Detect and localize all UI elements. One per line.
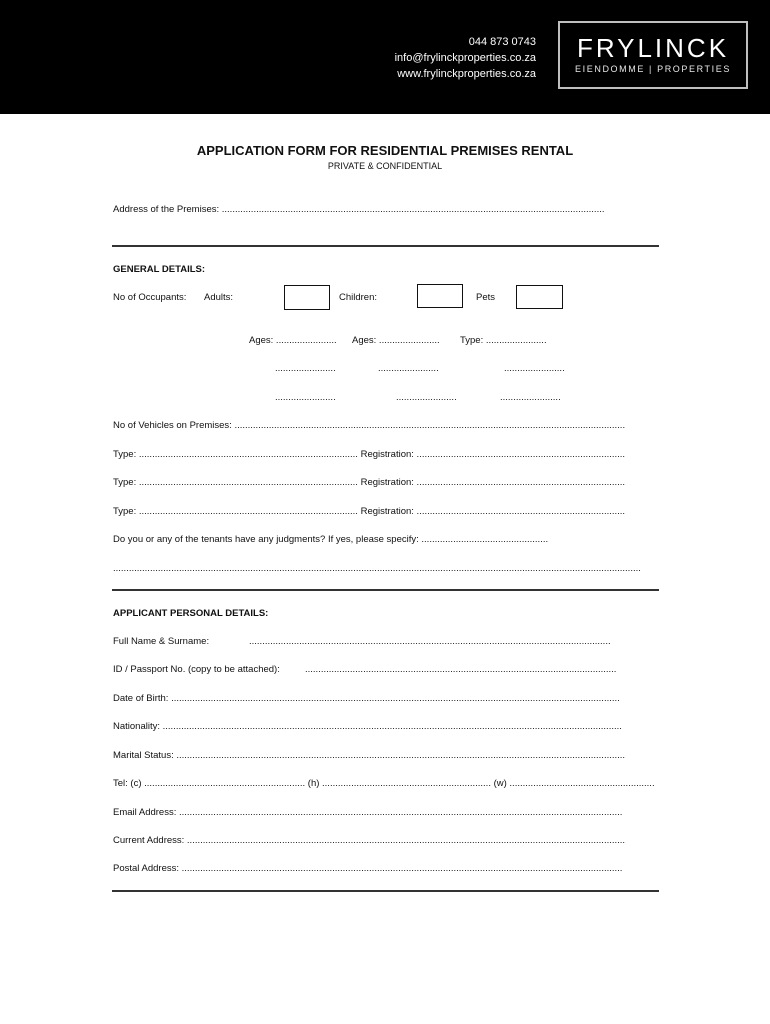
logo-tagline: EIENDOMME | PROPERTIES: [575, 64, 731, 74]
pet-type-extra-field[interactable]: .......................: [500, 392, 561, 403]
vehicle-row[interactable]: Type: ................................................................................... Registration: ...............................................................................: [113, 506, 626, 517]
marital-status-field[interactable]: Marital Status: ..........................................................................................................................................................................: [113, 750, 626, 761]
children-label: Children:: [339, 292, 378, 303]
telephone-field[interactable]: Tel: (c) ............................................................. (h) ................................................................ (w) .......................................................: [113, 778, 655, 789]
children-ages-extra-field[interactable]: .......................: [378, 363, 439, 374]
applicant-details-heading: APPLICANT PERSONAL DETAILS:: [113, 608, 269, 619]
postal-address-field[interactable]: Postal Address: .......................................................................................................................................................................: [113, 863, 623, 874]
form-title: APPLICATION FORM FOR RESIDENTIAL PREMISES RENTAL: [196, 143, 574, 158]
children-input-box[interactable]: [417, 284, 463, 308]
vehicle-row[interactable]: Type: ................................................................................... Registration: ...............................................................................: [113, 449, 626, 460]
judgments-field[interactable]: Do you or any of the tenants have any judgments? If yes, please specify: ................................................: [113, 534, 549, 545]
header-bar: [0, 0, 770, 114]
adults-label: Adults:: [204, 292, 234, 303]
form-subtitle: PRIVATE & CONFIDENTIAL: [327, 161, 443, 171]
adult-ages-extra-field[interactable]: .......................: [275, 392, 336, 403]
premises-address-field[interactable]: Address of the Premises: .................................................................................................................................................: [113, 204, 605, 215]
children-ages-field[interactable]: Ages: .......................: [352, 335, 440, 346]
adult-ages-field[interactable]: Ages: .......................: [249, 335, 337, 346]
logo-name: FRYLINCK: [576, 33, 730, 63]
occupants-label: No of Occupants:: [113, 292, 187, 303]
date-of-birth-field[interactable]: Date of Birth: ..........................................................................................................................................................................: [113, 693, 620, 704]
company-logo: [558, 21, 748, 89]
website-link[interactable]: www.frylinckproperties.co.za: [397, 68, 536, 80]
section-divider: [112, 245, 659, 247]
adult-ages-extra-field[interactable]: .......................: [275, 363, 336, 374]
section-divider: [112, 890, 659, 892]
pets-label: Pets: [476, 292, 496, 303]
vehicles-count-field[interactable]: No of Vehicles on Premises: ....................................................................................................................................................: [113, 420, 626, 431]
email-address-field[interactable]: Email Address: ........................................................................................................................................................................: [113, 807, 623, 818]
children-ages-extra-field[interactable]: .......................: [396, 392, 457, 403]
nationality-field[interactable]: Nationality: ..............................................................................................................................................................................: [113, 721, 622, 732]
section-divider: [112, 589, 659, 591]
general-details-heading: GENERAL DETAILS:: [113, 264, 206, 275]
full-name-label: Full Name & Surname:: [113, 636, 210, 647]
id-passport-label: ID / Passport No. (copy to be attached):: [113, 664, 280, 675]
current-address-field[interactable]: Current Address: ......................................................................................................................................................................: [113, 835, 626, 846]
pet-type-extra-field[interactable]: .......................: [504, 363, 565, 374]
email-link[interactable]: info@frylinckproperties.co.za: [394, 52, 536, 64]
judgments-continuation-field[interactable]: ........................................................................................................................................................................................................: [113, 563, 641, 574]
full-name-field[interactable]: .........................................................................................................................................: [249, 636, 611, 647]
phone-number: 044 873 0743: [468, 36, 536, 48]
contact-info: [395, 34, 536, 82]
adults-input-box[interactable]: [284, 285, 330, 310]
pets-input-box[interactable]: [516, 285, 563, 309]
id-passport-field[interactable]: ......................................................................................................................: [305, 664, 617, 675]
pet-type-field[interactable]: Type: .......................: [460, 335, 547, 346]
vehicle-row[interactable]: Type: ................................................................................... Registration: ...............................................................................: [113, 477, 626, 488]
